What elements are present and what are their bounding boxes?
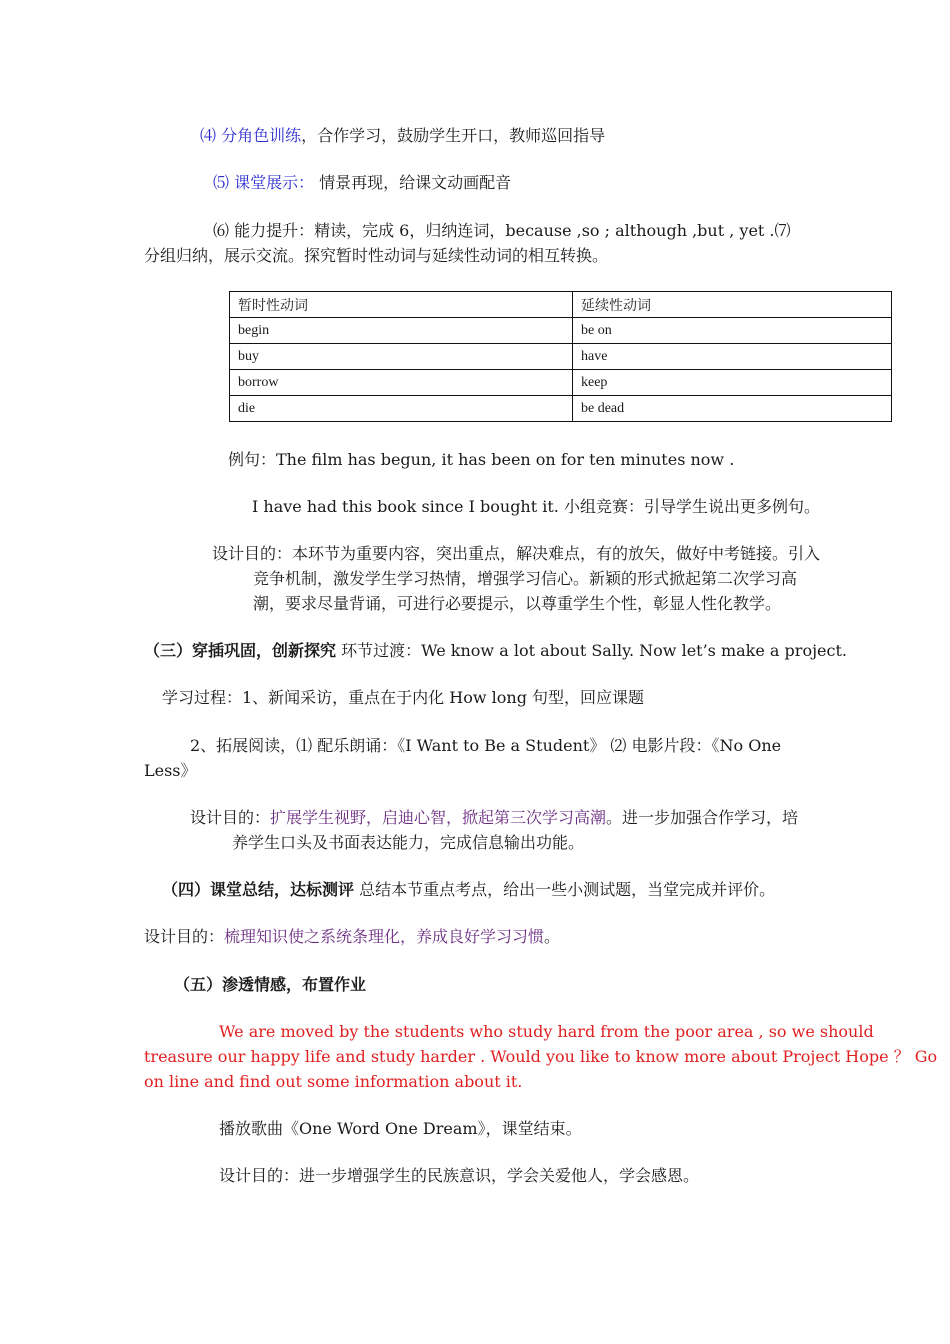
section-3-purpose-line2: 养学生口头及书面表达能力，完成信息输出功能。 [232,833,585,852]
table-cell: be on [573,318,892,344]
section-3-purpose-line1 [190,805,798,830]
example-sentence-1: 例句：The film has begun, it has been on for ten minutes now . [228,450,735,469]
verb-table [229,291,892,422]
table-cell: begin [230,318,573,344]
step-4-label: ⑷ 分角色训练 [200,126,302,145]
section-3-process: 学习过程：1、新闻采访，重点在于内化 How long 句型，回应课题 [162,688,645,707]
table-row [230,318,892,344]
purpose-end: 。 [544,927,561,946]
table-cell: die [230,396,573,422]
section-4 [162,877,775,902]
purpose-rest: 。进一步加强合作学习，培 [606,808,799,827]
purpose-highlight: 扩展学生视野，启迪心智，掀起第三次学习高潮 [270,808,607,827]
table-header-cell: 暂时性动词 [230,292,573,318]
step-5-label: ⑸ 课堂展示： [213,173,315,192]
step-4 [200,123,605,148]
table-row [230,370,892,396]
homework-line2: treasure our happy life and study harder . Would you like to know more about Project Hope ？ Go [144,1047,938,1066]
section-3-transition: 环节过渡：We know a lot about Sally. Now let’s make a project. [336,641,847,660]
table-cell: buy [230,344,573,370]
step-5 [213,170,511,195]
section-3-reading-line2: Less》 [144,761,197,780]
purpose-highlight: 梳理知识使之系统条理化，养成良好学习习惯 [224,927,545,946]
section-5-purpose: 设计目的：进一步增强学生的民族意识，学会关爱他人，学会感恩。 [219,1166,700,1185]
step-6-line1: ⑹ 能力提升：精读，完成 6，归纳连词，because ,so ; although ,but , yet .⑺ [213,221,791,240]
section-4-text: 总结本节重点考点，给出一些小测试题，当堂完成并评价。 [354,880,776,899]
table-header-cell: 延续性动词 [573,292,892,318]
closing-song: 播放歌曲《One Word One Dream》，课堂结束。 [219,1119,582,1138]
table-cell: keep [573,370,892,396]
table-row [230,396,892,422]
section-3 [144,638,847,663]
section-4-purpose [144,924,560,949]
section-5-heading: （五）渗透情感，布置作业 [174,975,367,994]
table-header-row [230,292,892,318]
design-purpose-1-line1: 设计目的：本环节为重要内容，突出重点，解决难点，有的放矢，做好中考链接。引入 [212,544,821,563]
table-cell: borrow [230,370,573,396]
table-cell: be dead [573,396,892,422]
step-6-line2: 分组归纳，展示交流。探究暂时性动词与延续性动词的相互转换。 [144,246,609,265]
homework-line3: on line and find out some information about it. [144,1072,523,1091]
step-5-text: 情景再现，给课文动画配音 [314,173,512,192]
table-cell: have [573,344,892,370]
section-3-reading-line1: 2、拓展阅读，⑴ 配乐朗诵：《I Want to Be a Student》 ⑵ 电影片段：《No One [190,736,782,755]
section-3-heading: （三）穿插巩固，创新探究 [144,641,337,660]
design-purpose-1-line2: 竞争机制，激发学生学习热情，增强学习信心。新颖的形式掀起第二次学习高 [253,569,798,588]
example-sentence-2: I have had this book since I bought it. 小组竞赛：引导学生说出更多例句。 [252,497,820,516]
homework-line1: We are moved by the students who study hard from the poor area , so we should [219,1022,874,1041]
design-purpose-1-line3: 潮，要求尽量背诵，可进行必要提示，以尊重学生个性，彰显人性化教学。 [253,594,782,613]
section-4-heading: （四）课堂总结，达标测评 [162,880,355,899]
purpose-prefix: 设计目的： [190,808,271,827]
table-row [230,344,892,370]
step-4-text: ，合作学习，鼓励学生开口，教师巡回指导 [301,126,606,145]
purpose-prefix: 设计目的： [144,927,225,946]
